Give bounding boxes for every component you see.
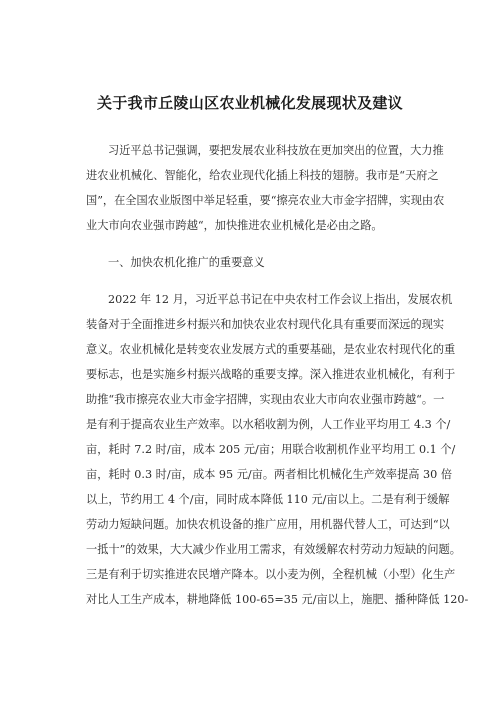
text-line: 对比人工生产成本，耕地降低 100-65=35 元/亩以上，施肥、播种降低 120- <box>86 593 469 606</box>
text-line: 进农业机械化、智能化，给农业现代化插上科技的翅膀。我市是“天府之 <box>86 169 439 182</box>
document-body <box>86 138 469 612</box>
text-line: 装备对于全面推进乡村振兴和加快农业农村现代化具有重要而深远的现实 <box>86 318 445 331</box>
intro-paragraph <box>86 138 445 238</box>
section-paragraph <box>86 287 469 612</box>
text-line: 要标志，也是实施乡村振兴战略的重要支撑。深入推进农业机械化，有利于 <box>86 368 456 381</box>
text-line: 意义。农业机械化是转变农业发展方式的重要基础，是农业农村现代化的重 <box>86 343 456 356</box>
text-line: 亩，耗时 7.2 时/亩，成本 205 元/亩；用联合收割机作业平均用工 0.1 个/ <box>86 443 456 456</box>
text-line: 一抵十”的效果，大大减少作业用工需求，有效缓解农村劳动力短缺的问题。 <box>86 543 461 556</box>
text-line: 以上，节约用工 4 个/亩，同时成本降低 110 元/亩以上。二是有利于缓解 <box>86 493 450 506</box>
text-line: 助推“我市擦亮农业大市金字招牌，实现由农业大市向农业强市跨越“。一 <box>86 393 445 406</box>
text-line: 习近平总书记强调，要把发展农业科技放在更加突出的位置，大力推 <box>108 144 444 157</box>
text-line: 劳动力短缺问题。加快农机设备的推广应用，用机器代替人工，可达到“以 <box>86 518 450 531</box>
section-heading: 一、加快农机化推广的重要意义 <box>108 256 265 269</box>
text-line: 国”，在全国农业版图中举足轻重，要“擦亮农业大市金字招牌，实现由农 <box>86 194 445 207</box>
text-line: 是有利于提高农业生产效率。以水稻收割为例，人工作业平均用工 4.3 个/ <box>86 418 451 431</box>
document-title: 关于我市丘陵山区农业机械化发展现状及建议 <box>96 94 403 112</box>
text-line: 2022 年 12 月，习近平总书记在中央农村工作会议上指出，发展农机 <box>108 293 453 306</box>
text-line: 业大市向农业强市跨越“，加快推进农业机械化是必由之路。 <box>86 219 383 232</box>
text-line: 三是有利于切实推进农民增产降本。以小麦为例，全程机械（小型）化生产 <box>86 568 456 581</box>
text-line: 亩，耗时 0.3 时/亩，成本 95 元/亩。两者相比机械化生产效率提高 30 倍 <box>86 468 453 481</box>
